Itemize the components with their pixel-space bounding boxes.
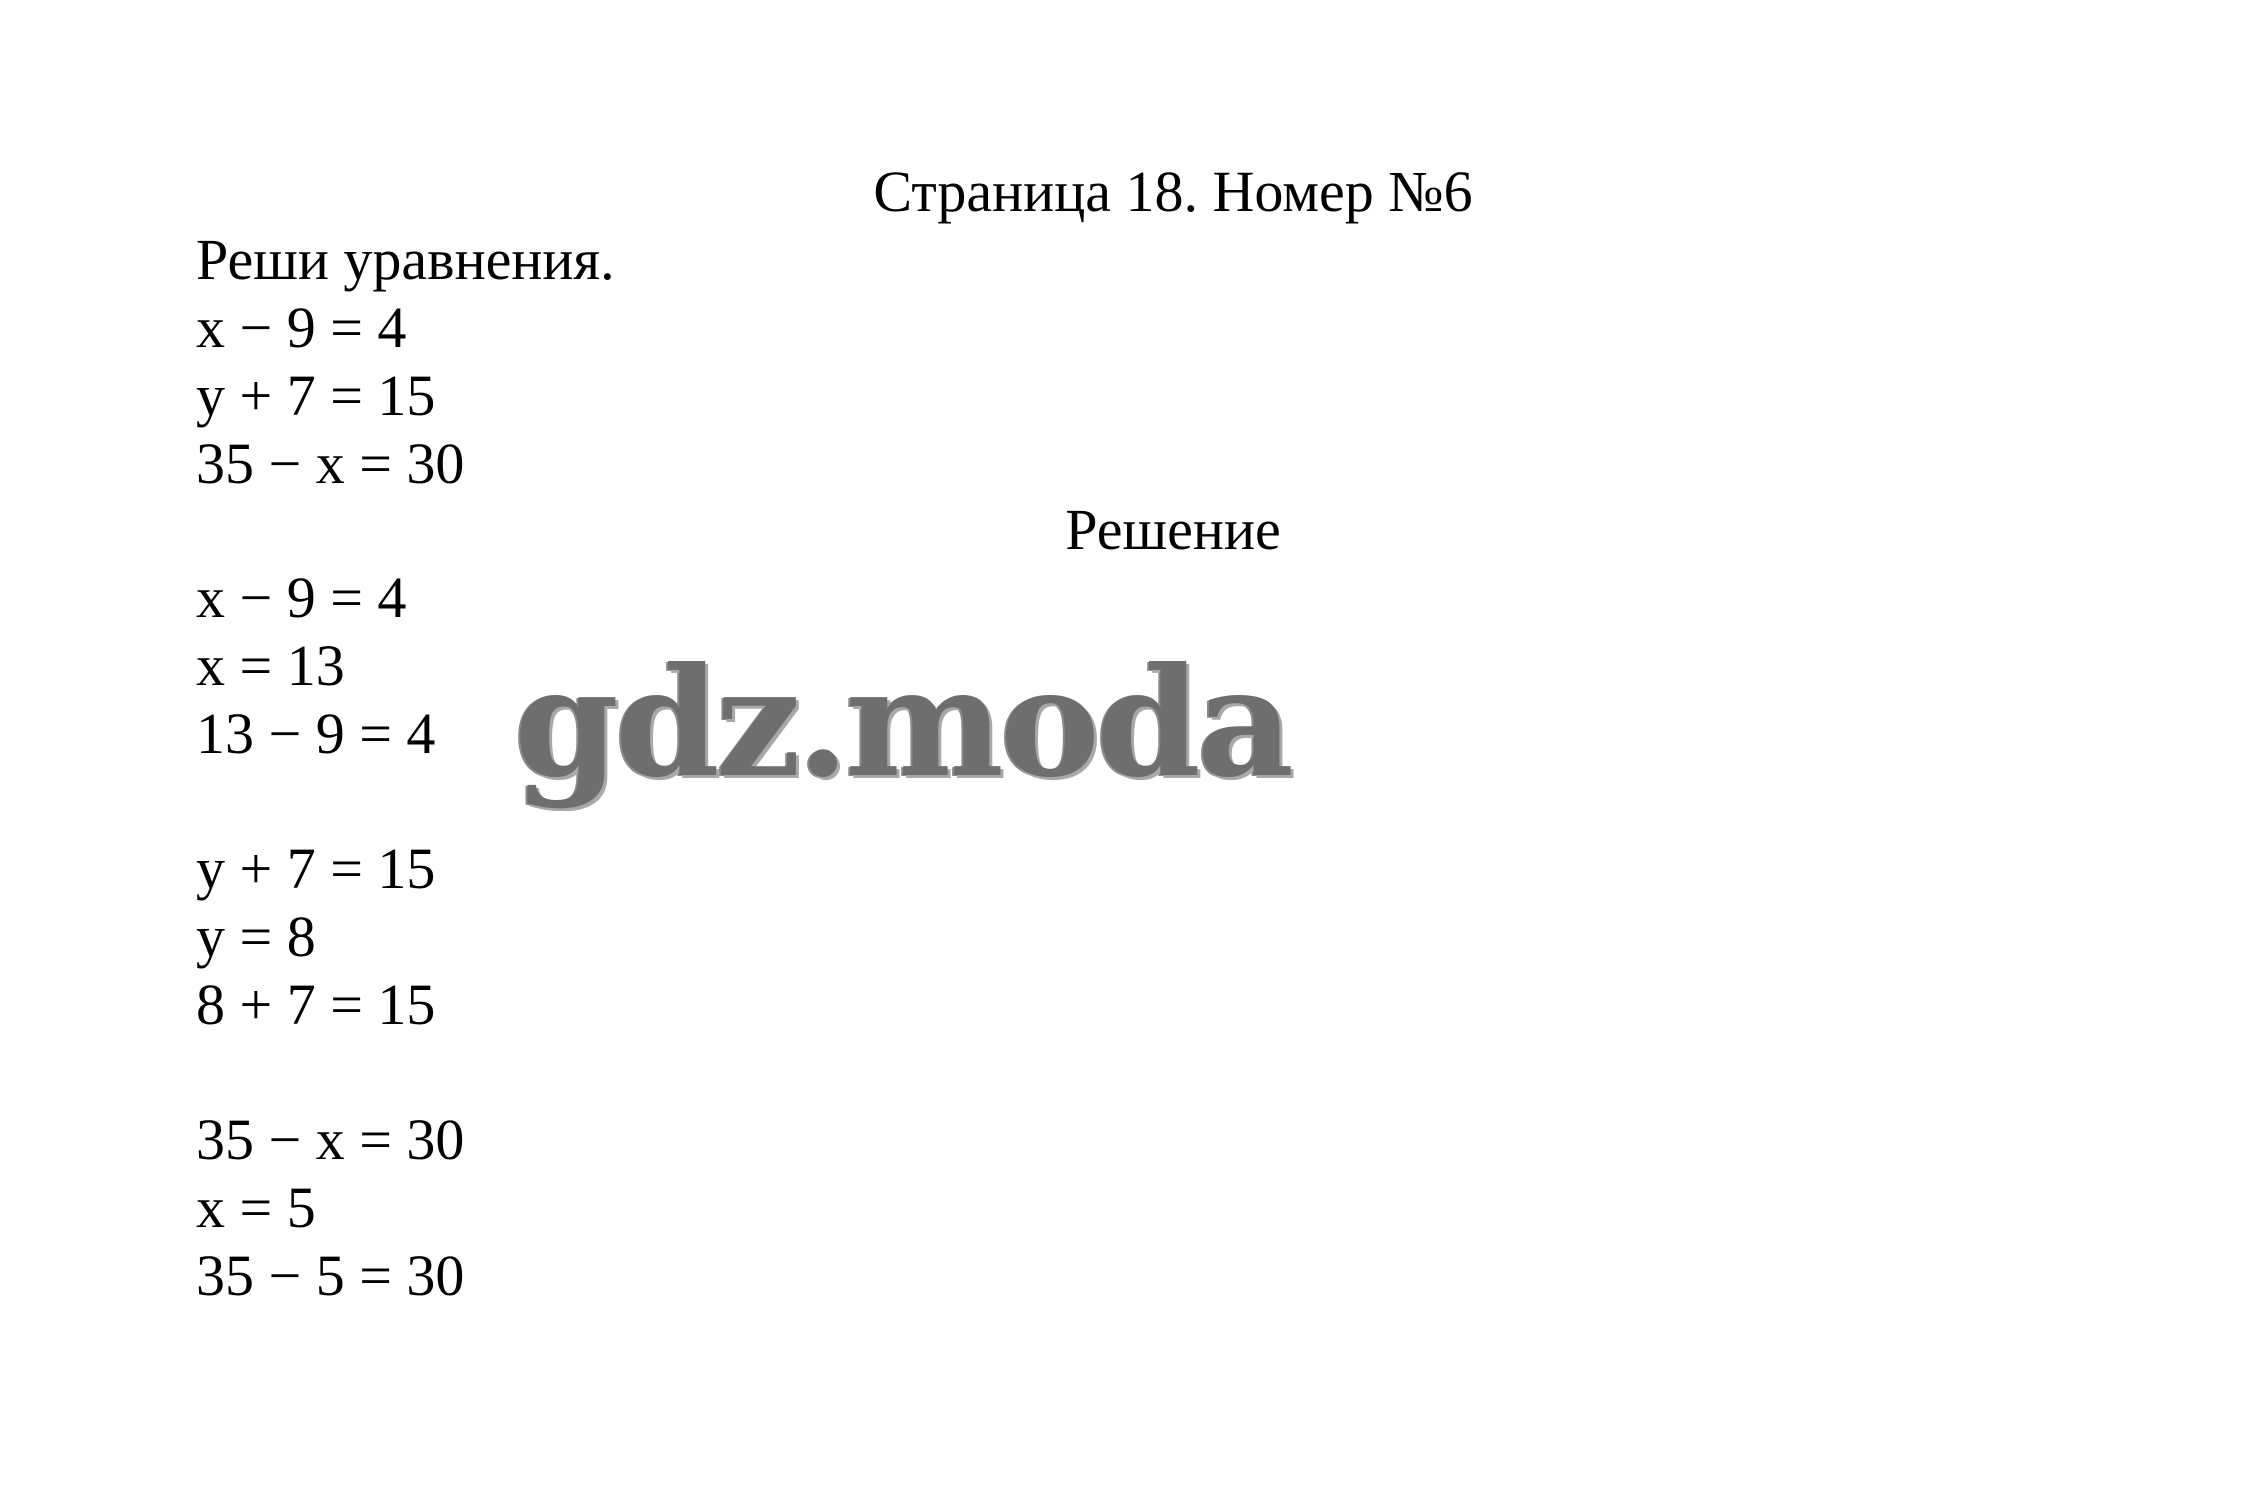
solution-line: 35 − 5 = 30 xyxy=(196,1243,465,1308)
solution-line: y + 7 = 15 xyxy=(196,836,436,901)
task-equation: y + 7 = 15 xyxy=(196,363,436,428)
solution-heading: Решение xyxy=(1065,497,1281,562)
solution-group xyxy=(196,564,435,768)
solution-group xyxy=(196,835,435,1039)
solution-line: x = 5 xyxy=(196,1175,316,1240)
watermark-logo: gdz.moda xyxy=(514,635,1291,811)
task-prompt: Реши уравнения. xyxy=(196,227,615,292)
solution-line: x = 13 xyxy=(196,633,345,698)
task-equation: x − 9 = 4 xyxy=(196,295,407,360)
task-block xyxy=(196,226,615,498)
task-equation: 35 − x = 30 xyxy=(196,431,465,496)
solution-group xyxy=(196,1106,464,1310)
solution-line: x − 9 = 4 xyxy=(196,565,407,630)
solution-line: 8 + 7 = 15 xyxy=(196,972,436,1037)
page-title: Страница 18. Номер №6 xyxy=(873,159,1473,224)
solution-line: y = 8 xyxy=(196,904,316,969)
solution-line: 35 − x = 30 xyxy=(196,1107,465,1172)
solution-line: 13 − 9 = 4 xyxy=(196,701,436,766)
